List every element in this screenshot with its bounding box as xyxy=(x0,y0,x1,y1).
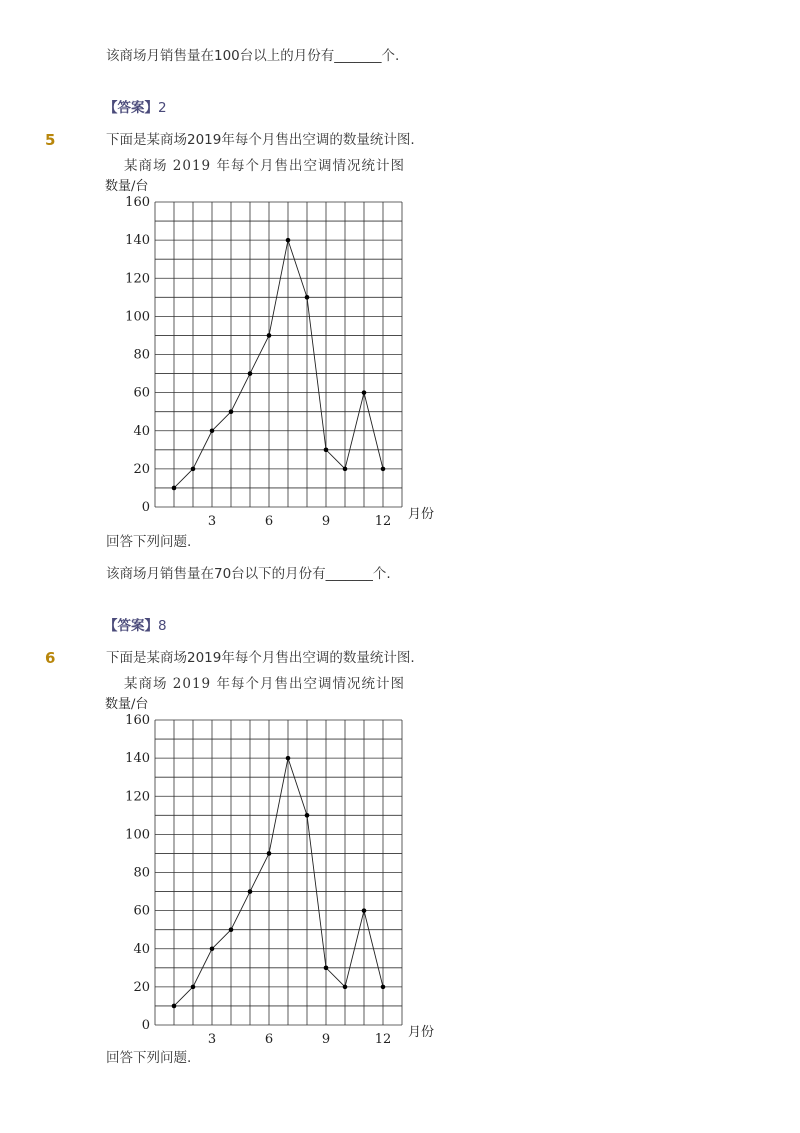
line-chart xyxy=(100,692,450,1048)
data-point xyxy=(324,966,329,971)
series-line xyxy=(174,240,383,488)
y-tick-label: 160 xyxy=(125,195,150,210)
y-tick-label: 0 xyxy=(141,1018,150,1033)
answer-value: 2 xyxy=(158,100,167,116)
data-point xyxy=(305,813,310,818)
y-tick-label: 0 xyxy=(141,500,150,515)
data-point xyxy=(324,448,329,453)
x-tick-label: 3 xyxy=(207,1032,217,1047)
data-point xyxy=(210,946,215,951)
data-point xyxy=(248,371,253,376)
data-point xyxy=(343,467,348,472)
x-axis-label: 月份 xyxy=(408,1025,435,1040)
x-tick-label: 9 xyxy=(321,1032,331,1047)
y-tick-label: 20 xyxy=(133,979,150,995)
y-tick-label: 120 xyxy=(125,271,150,287)
x-tick-label: 6 xyxy=(264,1032,274,1047)
data-point xyxy=(191,985,196,990)
answer-value: 8 xyxy=(158,618,167,634)
answer-label: 【答案】 xyxy=(104,100,158,116)
y-tick-label: 80 xyxy=(133,347,150,363)
data-point xyxy=(305,295,310,300)
prompt-text: 回答下列问题. xyxy=(106,534,192,550)
data-point xyxy=(172,1004,177,1009)
question-text: 该商场月销售量在70台以下的月份有_______个. xyxy=(106,566,391,582)
data-point xyxy=(248,889,253,894)
y-tick-label: 60 xyxy=(133,903,150,919)
answer-line xyxy=(104,617,167,635)
x-tick-label: 12 xyxy=(374,514,392,529)
series-line xyxy=(174,758,383,1006)
data-point xyxy=(286,756,291,761)
question-number: 6 xyxy=(45,649,56,667)
data-point xyxy=(229,927,234,932)
answer-label: 【答案】 xyxy=(104,618,158,634)
y-tick-label: 20 xyxy=(133,461,150,477)
line-chart xyxy=(100,174,450,530)
x-axis-label: 月份 xyxy=(408,507,435,522)
y-tick-label: 140 xyxy=(125,751,150,767)
data-point xyxy=(343,985,348,990)
chart-title: 某商场 2019 年每个月售出空调情况统计图 xyxy=(124,158,405,174)
answer-line xyxy=(104,99,167,117)
data-point xyxy=(267,333,272,338)
data-point xyxy=(381,985,386,990)
x-tick-label: 12 xyxy=(374,1032,392,1047)
y-axis-label: 数量/台 xyxy=(105,697,149,712)
y-tick-label: 160 xyxy=(125,713,150,728)
chart-title: 某商场 2019 年每个月售出空调情况统计图 xyxy=(124,676,405,692)
y-tick-label: 120 xyxy=(125,789,150,805)
question-number: 5 xyxy=(45,131,56,149)
data-point xyxy=(286,238,291,243)
data-point xyxy=(267,851,272,856)
y-tick-label: 60 xyxy=(133,385,150,401)
x-tick-label: 6 xyxy=(264,514,274,529)
x-tick-label: 3 xyxy=(207,514,217,529)
y-axis-label: 数量/台 xyxy=(105,179,149,194)
data-point xyxy=(362,390,367,395)
question-stem: 下面是某商场2019年每个月售出空调的数量统计图. xyxy=(106,132,415,148)
y-tick-label: 100 xyxy=(125,827,150,843)
y-tick-label: 140 xyxy=(125,233,150,249)
y-tick-label: 40 xyxy=(133,941,150,957)
data-point xyxy=(210,428,215,433)
question-stem: 下面是某商场2019年每个月售出空调的数量统计图. xyxy=(106,650,415,666)
y-tick-label: 80 xyxy=(133,865,150,881)
question-text: 该商场月销售量在100台以上的月份有_______个. xyxy=(106,48,400,64)
data-point xyxy=(362,908,367,913)
data-point xyxy=(381,467,386,472)
y-tick-label: 40 xyxy=(133,423,150,439)
prompt-text: 回答下列问题. xyxy=(106,1050,192,1066)
y-tick-label: 100 xyxy=(125,309,150,325)
data-point xyxy=(172,486,177,491)
data-point xyxy=(229,409,234,414)
data-point xyxy=(191,467,196,472)
x-tick-label: 9 xyxy=(321,514,331,529)
